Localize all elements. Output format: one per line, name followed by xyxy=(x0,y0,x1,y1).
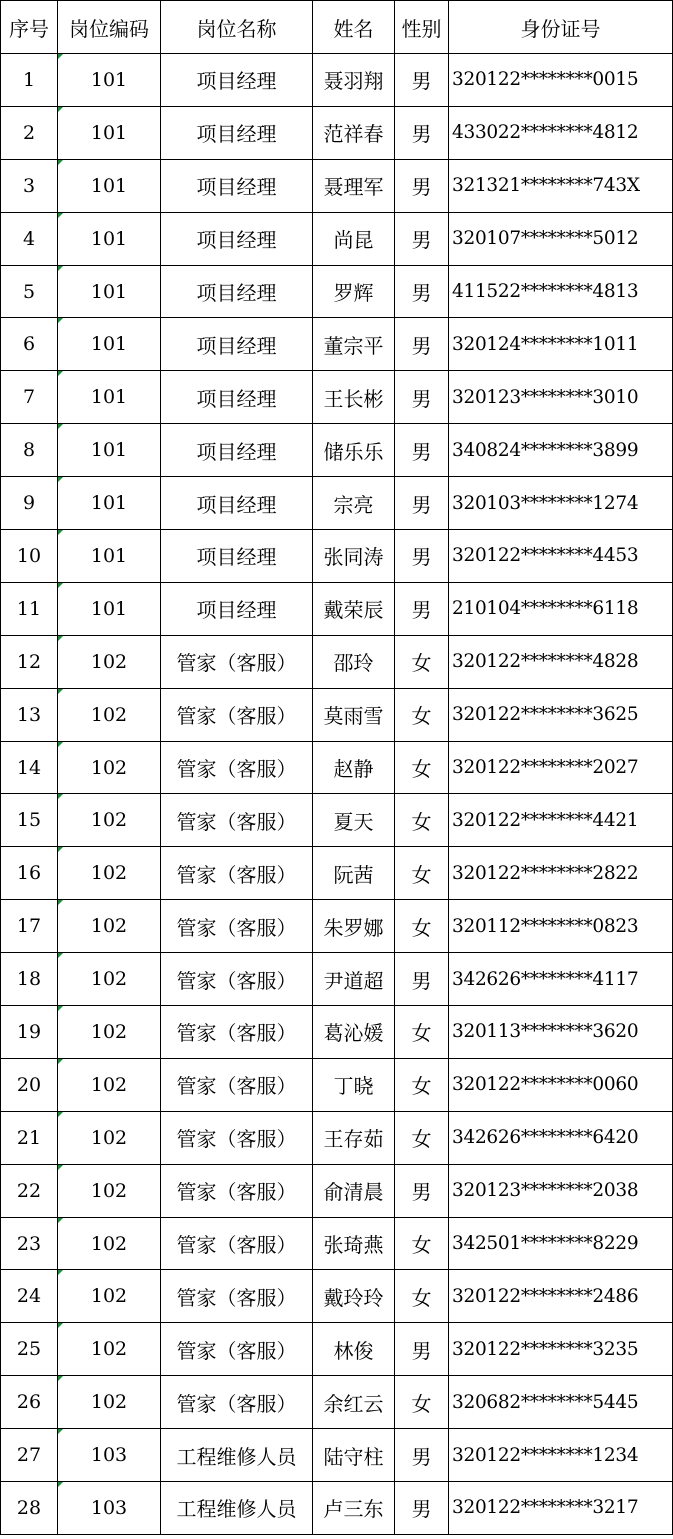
table-row xyxy=(1,794,673,847)
table-row xyxy=(1,900,673,953)
cell-index[interactable]: 12 xyxy=(1,635,58,688)
cell-position-code[interactable]: 103 xyxy=(58,1429,161,1482)
cell-name[interactable]: 尚昆 xyxy=(313,212,395,265)
cell-name[interactable]: 戴玲玲 xyxy=(313,1270,395,1323)
cell-name[interactable]: 储乐乐 xyxy=(313,424,395,477)
cell-position-code[interactable]: 102 xyxy=(58,1217,161,1270)
cell-position-name[interactable]: 工程维修人员 xyxy=(161,1429,313,1482)
table-row xyxy=(1,741,673,794)
header-position-name[interactable]: 岗位名称 xyxy=(161,1,313,54)
cell-position-name[interactable]: 工程维修人员 xyxy=(161,1482,313,1535)
table-row xyxy=(1,688,673,741)
cell-id-number[interactable]: 321321********743X xyxy=(449,159,673,212)
table-row xyxy=(1,54,673,107)
cell-position-code[interactable]: 102 xyxy=(58,1058,161,1111)
cell-name[interactable]: 聂理军 xyxy=(313,159,395,212)
cell-name[interactable]: 张琦燕 xyxy=(313,1217,395,1270)
cell-gender[interactable]: 男 xyxy=(395,371,449,424)
cell-index[interactable]: 1 xyxy=(1,54,58,107)
cell-position-code[interactable]: 102 xyxy=(58,847,161,900)
cell-index[interactable]: 2 xyxy=(1,106,58,159)
cell-position-name[interactable]: 管家（客服） xyxy=(161,1111,313,1164)
table-row xyxy=(1,847,673,900)
header-index[interactable]: 序号 xyxy=(1,1,58,54)
cell-position-code[interactable]: 101 xyxy=(58,477,161,530)
cell-index[interactable]: 7 xyxy=(1,371,58,424)
cell-position-code[interactable]: 102 xyxy=(58,1111,161,1164)
cell-position-code[interactable]: 101 xyxy=(58,212,161,265)
cell-name[interactable]: 朱罗娜 xyxy=(313,900,395,953)
cell-name[interactable]: 夏天 xyxy=(313,794,395,847)
cell-id-number[interactable]: 342626********6420 xyxy=(449,1111,673,1164)
table-row xyxy=(1,1058,673,1111)
table-row xyxy=(1,318,673,371)
cell-position-code[interactable]: 102 xyxy=(58,1323,161,1376)
cell-id-number[interactable]: 320122********0015 xyxy=(449,54,673,107)
table-row xyxy=(1,212,673,265)
cell-index[interactable]: 3 xyxy=(1,159,58,212)
cell-id-number[interactable]: 320103********1274 xyxy=(449,477,673,530)
cell-id-number[interactable]: 320682********5445 xyxy=(449,1376,673,1429)
cell-position-name[interactable]: 管家（客服） xyxy=(161,1270,313,1323)
cell-id-number[interactable]: 320107********5012 xyxy=(449,212,673,265)
cell-position-name[interactable]: 管家（客服） xyxy=(161,847,313,900)
cell-id-number[interactable]: 340824********3899 xyxy=(449,424,673,477)
cell-position-name[interactable]: 管家（客服） xyxy=(161,1006,313,1059)
cell-id-number[interactable]: 320122********4453 xyxy=(449,530,673,583)
cell-index[interactable]: 24 xyxy=(1,1270,58,1323)
cell-position-name[interactable]: 项目经理 xyxy=(161,582,313,635)
cell-position-name[interactable]: 管家（客服） xyxy=(161,1164,313,1217)
cell-index[interactable]: 8 xyxy=(1,424,58,477)
cell-index[interactable]: 10 xyxy=(1,530,58,583)
header-name[interactable]: 姓名 xyxy=(313,1,395,54)
cell-id-number[interactable]: 320112********0823 xyxy=(449,900,673,953)
table-row xyxy=(1,265,673,318)
table-row xyxy=(1,1164,673,1217)
table-row xyxy=(1,1323,673,1376)
table-row xyxy=(1,1111,673,1164)
cell-position-name[interactable]: 项目经理 xyxy=(161,424,313,477)
table-row xyxy=(1,582,673,635)
cell-gender[interactable]: 女 xyxy=(395,847,449,900)
cell-index[interactable]: 23 xyxy=(1,1217,58,1270)
cell-name[interactable]: 俞清晨 xyxy=(313,1164,395,1217)
cell-index[interactable]: 6 xyxy=(1,318,58,371)
cell-name[interactable]: 聂羽翔 xyxy=(313,54,395,107)
cell-index[interactable]: 5 xyxy=(1,265,58,318)
cell-position-name[interactable]: 管家（客服） xyxy=(161,741,313,794)
cell-name[interactable]: 阮茜 xyxy=(313,847,395,900)
cell-name[interactable]: 张同涛 xyxy=(313,530,395,583)
cell-name[interactable]: 林俊 xyxy=(313,1323,395,1376)
cell-position-code[interactable]: 101 xyxy=(58,424,161,477)
cell-position-code[interactable]: 102 xyxy=(58,794,161,847)
cell-name[interactable]: 罗辉 xyxy=(313,265,395,318)
cell-position-name[interactable]: 管家（客服） xyxy=(161,794,313,847)
cell-gender[interactable]: 女 xyxy=(395,794,449,847)
cell-index[interactable]: 21 xyxy=(1,1111,58,1164)
cell-position-name[interactable]: 管家（客服） xyxy=(161,900,313,953)
cell-gender[interactable]: 女 xyxy=(395,1111,449,1164)
cell-gender[interactable]: 女 xyxy=(395,900,449,953)
cell-position-code[interactable]: 102 xyxy=(58,1376,161,1429)
cell-gender[interactable]: 男 xyxy=(395,1164,449,1217)
cell-name[interactable]: 宗亮 xyxy=(313,477,395,530)
table-row xyxy=(1,1429,673,1482)
cell-index[interactable]: 28 xyxy=(1,1482,58,1535)
cell-position-code[interactable]: 102 xyxy=(58,1270,161,1323)
cell-id-number[interactable]: 320122********2027 xyxy=(449,741,673,794)
cell-index[interactable]: 22 xyxy=(1,1164,58,1217)
table-row xyxy=(1,530,673,583)
cell-name[interactable]: 葛沁媛 xyxy=(313,1006,395,1059)
cell-name[interactable]: 余红云 xyxy=(313,1376,395,1429)
cell-name[interactable]: 丁晓 xyxy=(313,1058,395,1111)
cell-id-number[interactable]: 320122********4828 xyxy=(449,635,673,688)
cell-gender[interactable]: 男 xyxy=(395,1323,449,1376)
cell-id-number[interactable]: 320122********2486 xyxy=(449,1270,673,1323)
cell-gender[interactable]: 男 xyxy=(395,1429,449,1482)
cell-position-code[interactable]: 102 xyxy=(58,1006,161,1059)
cell-gender[interactable]: 女 xyxy=(395,1376,449,1429)
cell-index[interactable]: 11 xyxy=(1,582,58,635)
cell-name[interactable]: 范祥春 xyxy=(313,106,395,159)
cell-id-number[interactable]: 210104********6118 xyxy=(449,582,673,635)
cell-gender[interactable]: 男 xyxy=(395,265,449,318)
table-row xyxy=(1,1482,673,1535)
cell-position-name[interactable]: 管家（客服） xyxy=(161,1376,313,1429)
header-id-number[interactable]: 身份证号 xyxy=(449,1,673,54)
cell-position-code[interactable]: 102 xyxy=(58,953,161,1006)
cell-position-name[interactable]: 项目经理 xyxy=(161,265,313,318)
cell-gender[interactable]: 女 xyxy=(395,1058,449,1111)
table-row xyxy=(1,1376,673,1429)
table-row xyxy=(1,424,673,477)
cell-id-number[interactable]: 320122********3217 xyxy=(449,1482,673,1535)
cell-position-name[interactable]: 项目经理 xyxy=(161,212,313,265)
cell-position-name[interactable]: 管家（客服） xyxy=(161,1217,313,1270)
table-row xyxy=(1,953,673,1006)
cell-id-number[interactable]: 320122********0060 xyxy=(449,1058,673,1111)
cell-id-number[interactable]: 320122********3625 xyxy=(449,688,673,741)
cell-position-code[interactable]: 101 xyxy=(58,159,161,212)
cell-gender[interactable]: 男 xyxy=(395,106,449,159)
cell-id-number[interactable]: 320113********3620 xyxy=(449,1006,673,1059)
cell-position-name[interactable]: 项目经理 xyxy=(161,318,313,371)
cell-position-code[interactable]: 102 xyxy=(58,635,161,688)
cell-position-name[interactable]: 项目经理 xyxy=(161,477,313,530)
cell-id-number[interactable]: 342501********8229 xyxy=(449,1217,673,1270)
cell-gender[interactable]: 男 xyxy=(395,1482,449,1535)
cell-id-number[interactable]: 320123********3010 xyxy=(449,371,673,424)
cell-gender[interactable]: 女 xyxy=(395,1270,449,1323)
cell-name[interactable]: 董宗平 xyxy=(313,318,395,371)
cell-index[interactable]: 19 xyxy=(1,1006,58,1059)
cell-name[interactable]: 邵玲 xyxy=(313,635,395,688)
cell-index[interactable]: 26 xyxy=(1,1376,58,1429)
cell-name[interactable]: 卢三东 xyxy=(313,1482,395,1535)
cell-gender[interactable]: 女 xyxy=(395,1217,449,1270)
cell-position-name[interactable]: 管家（客服） xyxy=(161,953,313,1006)
cell-index[interactable]: 4 xyxy=(1,212,58,265)
cell-gender[interactable]: 男 xyxy=(395,530,449,583)
cell-gender[interactable]: 男 xyxy=(395,424,449,477)
cell-id-number[interactable]: 342626********4117 xyxy=(449,953,673,1006)
cell-gender[interactable]: 男 xyxy=(395,54,449,107)
table-row xyxy=(1,106,673,159)
cell-position-code[interactable]: 101 xyxy=(58,371,161,424)
cell-id-number[interactable]: 411522********4813 xyxy=(449,265,673,318)
cell-index[interactable]: 25 xyxy=(1,1323,58,1376)
cell-name[interactable]: 王长彬 xyxy=(313,371,395,424)
cell-position-name[interactable]: 管家（客服） xyxy=(161,635,313,688)
header-position-code[interactable]: 岗位编码 xyxy=(58,1,161,54)
cell-index[interactable]: 20 xyxy=(1,1058,58,1111)
cell-index[interactable]: 27 xyxy=(1,1429,58,1482)
cell-position-code[interactable]: 102 xyxy=(58,1164,161,1217)
cell-position-name[interactable]: 项目经理 xyxy=(161,54,313,107)
cell-gender[interactable]: 男 xyxy=(395,318,449,371)
header-gender[interactable]: 性别 xyxy=(395,1,449,54)
table-row xyxy=(1,1217,673,1270)
cell-position-name[interactable]: 项目经理 xyxy=(161,159,313,212)
cell-position-code[interactable]: 101 xyxy=(58,265,161,318)
cell-name[interactable]: 戴荣辰 xyxy=(313,582,395,635)
cell-gender[interactable]: 男 xyxy=(395,953,449,1006)
cell-id-number[interactable]: 320124********1011 xyxy=(449,318,673,371)
cell-position-name[interactable]: 管家（客服） xyxy=(161,1323,313,1376)
cell-index[interactable]: 13 xyxy=(1,688,58,741)
table-row xyxy=(1,1006,673,1059)
cell-gender[interactable]: 男 xyxy=(395,212,449,265)
header-row xyxy=(1,1,673,54)
cell-gender[interactable]: 女 xyxy=(395,1006,449,1059)
cell-id-number[interactable]: 320122********3235 xyxy=(449,1323,673,1376)
cell-gender[interactable]: 男 xyxy=(395,159,449,212)
cell-id-number[interactable]: 320122********2822 xyxy=(449,847,673,900)
cell-index[interactable]: 16 xyxy=(1,847,58,900)
cell-id-number[interactable]: 320122********1234 xyxy=(449,1429,673,1482)
cell-position-code[interactable]: 101 xyxy=(58,54,161,107)
cell-gender[interactable]: 男 xyxy=(395,477,449,530)
cell-index[interactable]: 18 xyxy=(1,953,58,1006)
table-row xyxy=(1,159,673,212)
cell-id-number[interactable]: 320123********2038 xyxy=(449,1164,673,1217)
cell-position-code[interactable]: 101 xyxy=(58,106,161,159)
cell-gender[interactable]: 女 xyxy=(395,688,449,741)
cell-position-code[interactable]: 102 xyxy=(58,900,161,953)
cell-index[interactable]: 9 xyxy=(1,477,58,530)
cell-gender[interactable]: 女 xyxy=(395,635,449,688)
cell-name[interactable]: 莫雨雪 xyxy=(313,688,395,741)
table-row xyxy=(1,477,673,530)
cell-id-number[interactable]: 320122********4421 xyxy=(449,794,673,847)
cell-position-code[interactable]: 103 xyxy=(58,1482,161,1535)
cell-gender[interactable]: 女 xyxy=(395,741,449,794)
cell-index[interactable]: 17 xyxy=(1,900,58,953)
cell-position-name[interactable]: 管家（客服） xyxy=(161,1058,313,1111)
cell-position-code[interactable]: 102 xyxy=(58,688,161,741)
cell-position-name[interactable]: 管家（客服） xyxy=(161,688,313,741)
cell-name[interactable]: 陆守柱 xyxy=(313,1429,395,1482)
cell-name[interactable]: 尹道超 xyxy=(313,953,395,1006)
cell-gender[interactable]: 男 xyxy=(395,582,449,635)
cell-index[interactable]: 14 xyxy=(1,741,58,794)
cell-position-code[interactable]: 102 xyxy=(58,741,161,794)
table-row xyxy=(1,1270,673,1323)
cell-id-number[interactable]: 433022********4812 xyxy=(449,106,673,159)
cell-position-code[interactable]: 101 xyxy=(58,582,161,635)
cell-position-name[interactable]: 项目经理 xyxy=(161,106,313,159)
cell-position-name[interactable]: 项目经理 xyxy=(161,530,313,583)
cell-index[interactable]: 15 xyxy=(1,794,58,847)
table-row xyxy=(1,371,673,424)
cell-position-code[interactable]: 101 xyxy=(58,530,161,583)
cell-name[interactable]: 赵静 xyxy=(313,741,395,794)
cell-position-code[interactable]: 101 xyxy=(58,318,161,371)
cell-position-name[interactable]: 项目经理 xyxy=(161,371,313,424)
cell-name[interactable]: 王存茹 xyxy=(313,1111,395,1164)
table-row xyxy=(1,635,673,688)
